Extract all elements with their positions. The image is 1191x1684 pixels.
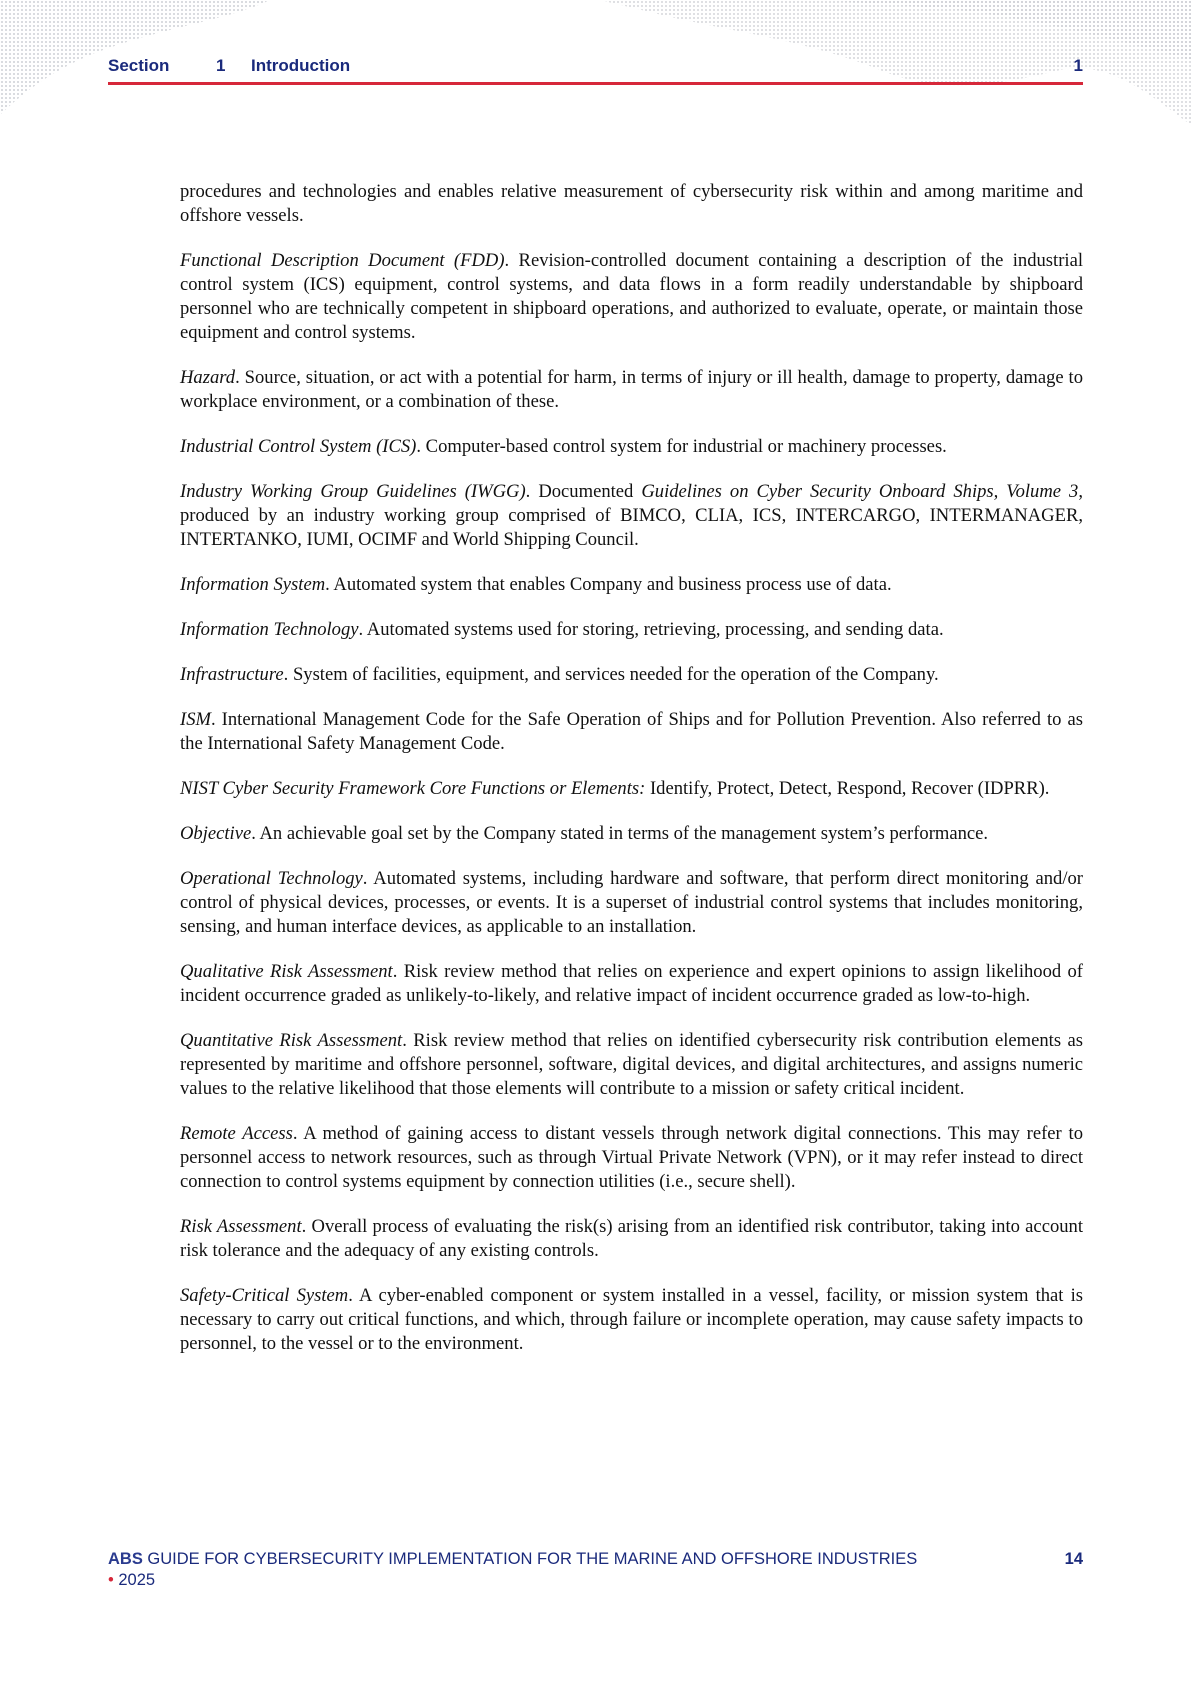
definition-information-technology: Information Technology. Automated systems used for storing, retrieving, processing, and sending data.	[180, 619, 944, 640]
definition-term: Objective	[180, 823, 252, 844]
definition-term: Remote Access	[180, 1123, 293, 1144]
definition-risk-assessment: Risk Assessment. Overall process of evaluating the risk(s) arising from an identified risk contributor, taking into account risk tolerance and the adequacy of any existing controls.	[180, 1216, 1083, 1261]
definition-fdd: Functional Description Document (FDD). Revision-controlled document containing a description of the industrial control system (ICS) equipment, control systems, and data flows in a form readily understandable by shipboard personnel who are technically competent in shipboard operations, and authorized to evaluate, operate, or maintain those equipment and control systems.	[180, 250, 1083, 343]
footer-year-line	[108, 1571, 155, 1590]
page-header	[108, 54, 1083, 78]
footer-title-line	[108, 1550, 917, 1569]
definition-term: Industry Working Group Guidelines (IWGG)	[180, 481, 526, 502]
definition-term: ISM	[180, 709, 211, 730]
definition-term: Operational Technology	[180, 868, 363, 889]
definition-remote-access: Remote Access. A method of gaining access to distant vessels through network digital connections. This may refer to personnel access to network resources, such as through Virtual Private Network (VPN), or it may refer instead to direct connection to control systems equipment by connection utilities (i.e., secure shell).	[180, 1123, 1084, 1192]
page-number: 14	[1064, 1550, 1083, 1568]
definition-term: Information Technology	[180, 619, 359, 640]
definition-information-system: Information System. Automated system that enables Company and business process use of data.	[180, 574, 892, 595]
abs-brand: ABS	[108, 1550, 143, 1568]
definition-term: Safety-Critical System	[180, 1285, 349, 1306]
header-rule	[108, 82, 1083, 85]
definition-term: Risk Assessment	[180, 1216, 302, 1237]
definitions-body	[180, 180, 1083, 1377]
definition-operational-technology: Operational Technology. Automated systems, including hardware and software, that perform direct monitoring and/or control of physical devices, processes, or events. It is a superset of industrial control systems that includes monitoring, sensing, and human interface devices, as applicable to an installation.	[180, 868, 1083, 937]
definition-term: Infrastructure	[180, 664, 284, 685]
guideline-title: Guidelines on Cyber Security Onboard Ships, Volume 3	[641, 481, 1079, 502]
section-number: 1	[216, 56, 226, 75]
definition-hazard: Hazard. Source, situation, or act with a potential for harm, in terms of injury or ill health, damage to property, damage to workplace environment, or a combination of these.	[180, 367, 1083, 412]
definition-term: NIST Cyber Security Framework Core Functions or Elements:	[180, 778, 646, 799]
definition-term: Hazard	[180, 367, 236, 388]
definition-term: Information System	[180, 574, 326, 595]
definition-safety-critical-system: Safety-Critical System. A cyber-enabled component or system installed in a vessel, facility, or mission system that is necessary to carry out critical functions, and which, through failure or incomplete operation, may cause safety impacts to personnel, to the vessel or to the environment.	[180, 1285, 1083, 1354]
definition-quantitative-risk: Quantitative Risk Assessment. Risk review method that relies on identified cybersecurity risk contribution elements as represented by maritime and offshore personnel, software, digital devices, and digital architectures, and assigns numeric values to the relative likelihood that those elements will contribute to a mission or safety critical incident.	[180, 1030, 1084, 1099]
section-title: Introduction	[251, 56, 351, 75]
footer-year: 2025	[113, 1571, 156, 1589]
definition-ism: ISM. International Management Code for the Safe Operation of Ships and for Pollution Prevention. Also referred to as the International Safety Management Code.	[180, 709, 1083, 754]
definition-qualitative-risk: Qualitative Risk Assessment. Risk review method that relies on experience and expert opinions to assign likelihood of incident occurrence graded as unlikely-to-likely, and relative impact of incident occurrence graded as low-to-high.	[180, 961, 1084, 1006]
definition-iwgg: Industry Working Group Guidelines (IWGG). Documented Guidelines on Cyber Security Onboard Ships, Volume 3, produced by an industry working group comprised of BIMCO, CLIA, ICS, INTERCARGO, INTERMANAGER, INTERTANKO, IUMI, OCIMF and World Shipping Council.	[180, 481, 1083, 550]
guide-title: GUIDE FOR CYBERSECURITY IMPLEMENTATION FOR THE MARINE AND OFFSHORE INDUSTRIES	[142, 1550, 918, 1568]
definition-term: Industrial Control System (ICS)	[180, 436, 417, 457]
definition-objective: Objective. An achievable goal set by the Company stated in terms of the management system’s performance.	[180, 823, 989, 844]
definition-nist-csf: NIST Cyber Security Framework Core Functions or Elements: Identify, Protect, Detect, Respond, Recover (IDPRR).	[180, 778, 1050, 799]
definition-term: Quantitative Risk Assessment	[180, 1030, 403, 1051]
section-label: Section	[108, 56, 170, 75]
definition-term: Qualitative Risk Assessment	[180, 961, 393, 982]
definition-infrastructure: Infrastructure. System of facilities, equipment, and services needed for the operation of the Company.	[180, 664, 939, 685]
definition-ics: Industrial Control System (ICS). Computer-based control system for industrial or machinery processes.	[180, 436, 947, 457]
chapter-number: 1	[1073, 56, 1083, 75]
bullet: •	[108, 1571, 114, 1589]
paragraph: procedures and technologies and enables relative measurement of cybersecurity risk within and among maritime and offshore vessels.	[180, 181, 1083, 226]
page-footer	[108, 1550, 1083, 1594]
definition-term: Functional Description Document (FDD)	[180, 250, 505, 271]
